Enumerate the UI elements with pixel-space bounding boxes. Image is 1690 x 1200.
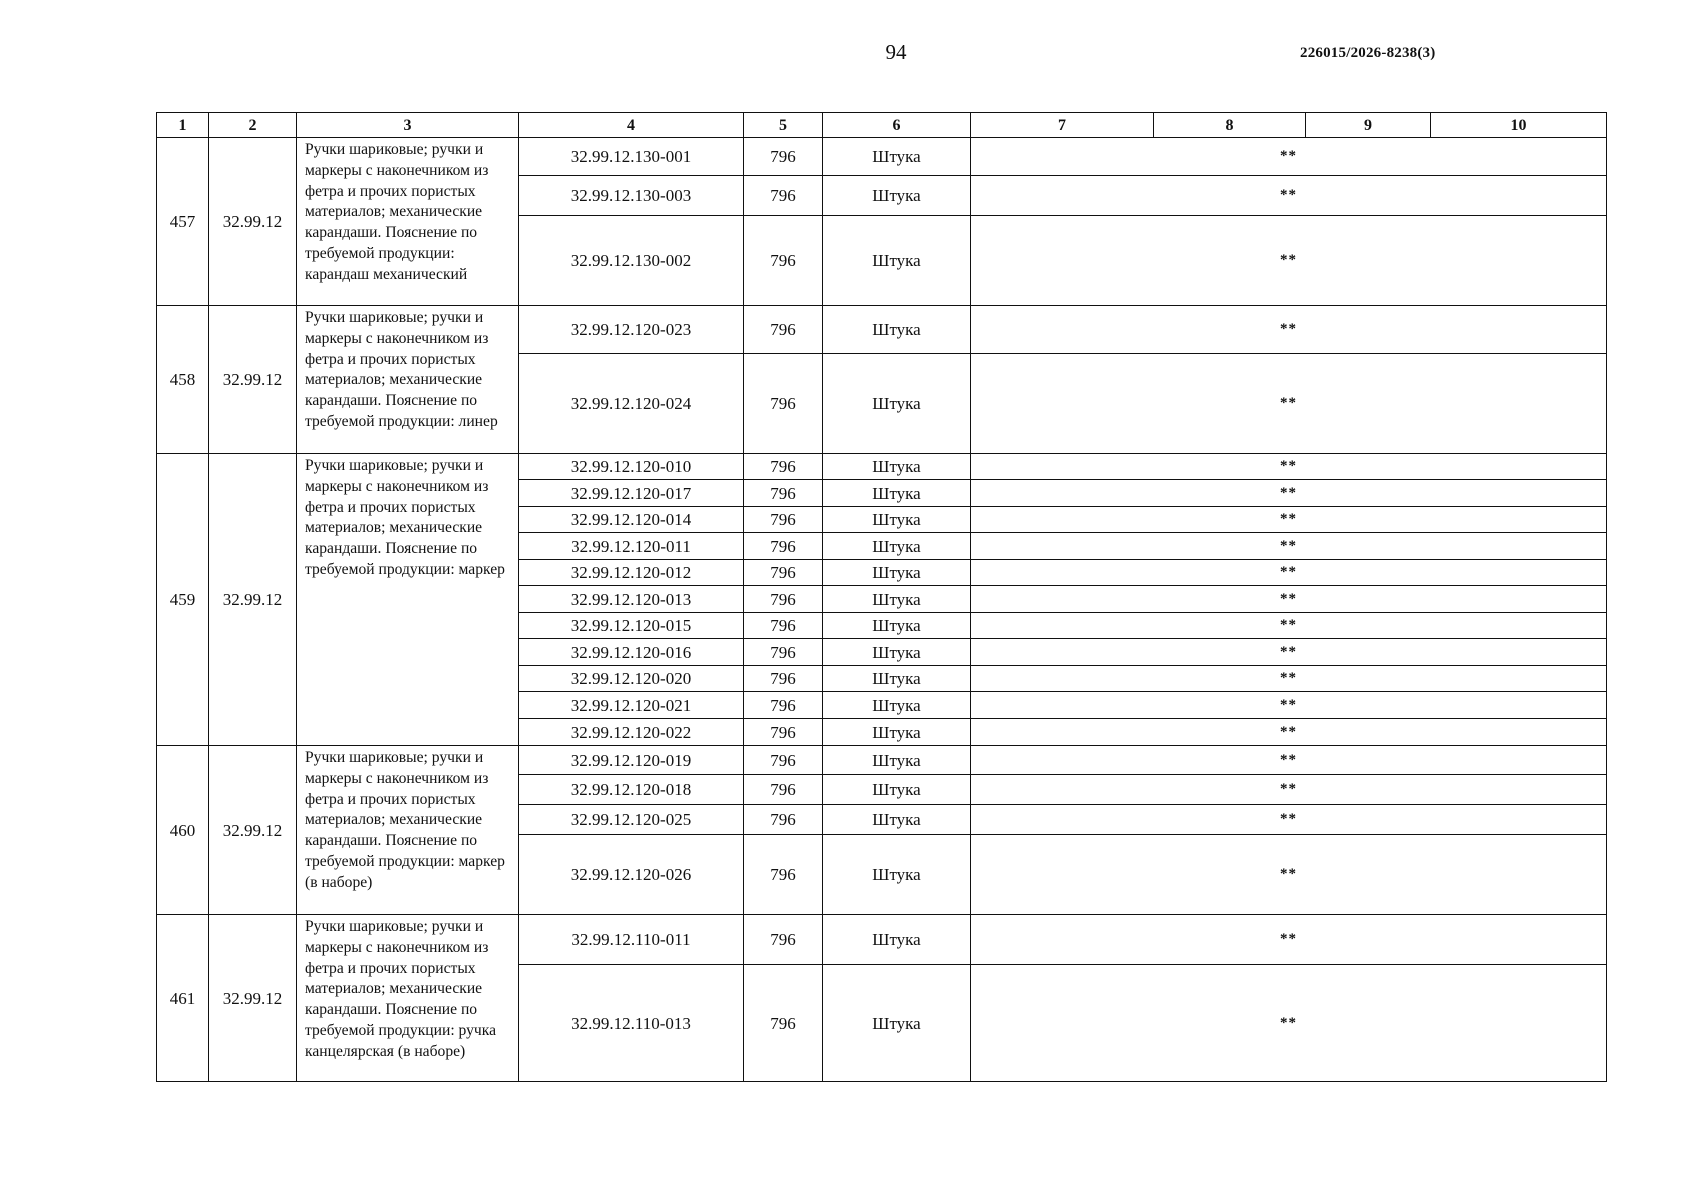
merged-value: ** [971,666,1607,692]
unit-code: 796 [744,805,823,835]
unit-code: 796 [744,613,823,639]
unit-code: 796 [744,138,823,176]
item-number: 457 [157,138,209,306]
unit-name: Штука [823,666,971,692]
item-description: Ручки шариковые; ручки и маркеры с наконечником из фетра и прочих пористых материалов; механические карандаши. Пояснение по требуемой продукции: маркер (в наборе) [297,746,519,915]
unit-name: Штука [823,507,971,533]
merged-value: ** [971,533,1607,560]
unit-name: Штука [823,560,971,586]
unit-code: 796 [744,560,823,586]
unit-code: 796 [744,507,823,533]
unit-name: Штука [823,176,971,216]
ktru-code: 32.99.12.110-011 [519,915,744,965]
merged-value: ** [971,692,1607,719]
item-number: 459 [157,454,209,746]
table-row [157,454,1607,480]
merged-value: ** [971,805,1607,835]
unit-name: Штука [823,915,971,965]
merged-value: ** [971,915,1607,965]
merged-value: ** [971,306,1607,354]
ktru-code: 32.99.12.120-014 [519,507,744,533]
ktru-code: 32.99.12.120-023 [519,306,744,354]
column-header-4: 4 [519,113,744,138]
unit-code: 796 [744,666,823,692]
unit-code: 796 [744,775,823,805]
ktru-code: 32.99.12.120-013 [519,586,744,613]
ktru-code: 32.99.12.120-021 [519,692,744,719]
column-header-9: 9 [1306,113,1431,138]
merged-value: ** [971,454,1607,480]
okpd2-code: 32.99.12 [209,746,297,915]
item-description: Ручки шариковые; ручки и маркеры с наконечником из фетра и прочих пористых материалов; механические карандаши. Пояснение по требуемой продукции: карандаш механический [297,138,519,306]
column-header-10: 10 [1431,113,1607,138]
unit-code: 796 [744,719,823,746]
unit-name: Штука [823,746,971,775]
unit-code: 796 [744,454,823,480]
unit-name: Штука [823,480,971,507]
merged-value: ** [971,639,1607,666]
ktru-code: 32.99.12.120-015 [519,613,744,639]
unit-name: Штука [823,639,971,666]
item-description: Ручки шариковые; ручки и маркеры с наконечником из фетра и прочих пористых материалов; механические карандаши. Пояснение по требуемой продукции: линер [297,306,519,454]
table-row [157,746,1607,775]
okpd2-code: 32.99.12 [209,138,297,306]
merged-value: ** [971,613,1607,639]
unit-code: 796 [744,639,823,666]
ktru-code: 32.99.12.110-013 [519,965,744,1082]
merged-value: ** [971,775,1607,805]
unit-name: Штука [823,835,971,915]
merged-value: ** [971,354,1607,454]
unit-name: Штука [823,533,971,560]
column-header-5: 5 [744,113,823,138]
item-number: 458 [157,306,209,454]
column-header-6: 6 [823,113,971,138]
table-body [157,138,1607,1082]
item-description: Ручки шариковые; ручки и маркеры с наконечником из фетра и прочих пористых материалов; механические карандаши. Пояснение по требуемой продукции: ручка канцелярская (в наборе) [297,915,519,1082]
okpd2-code: 32.99.12 [209,915,297,1082]
ktru-code: 32.99.12.120-025 [519,805,744,835]
item-number: 460 [157,746,209,915]
unit-name: Штука [823,216,971,306]
unit-name: Штука [823,454,971,480]
unit-name: Штука [823,692,971,719]
unit-code: 796 [744,586,823,613]
column-header-3: 3 [297,113,519,138]
unit-code: 796 [744,533,823,560]
ktru-code: 32.99.12.120-020 [519,666,744,692]
merged-value: ** [971,965,1607,1082]
ktru-code: 32.99.12.120-012 [519,560,744,586]
item-number: 461 [157,915,209,1082]
unit-code: 796 [744,746,823,775]
merged-value: ** [971,480,1607,507]
ktru-code: 32.99.12.120-010 [519,454,744,480]
document-code: 226015/2026-8238(3) [1300,45,1436,61]
unit-name: Штука [823,805,971,835]
ktru-code: 32.99.12.130-001 [519,138,744,176]
okpd2-code: 32.99.12 [209,454,297,746]
ktru-code: 32.99.12.120-026 [519,835,744,915]
merged-value: ** [971,719,1607,746]
unit-code: 796 [744,965,823,1082]
column-header-8: 8 [1154,113,1306,138]
unit-code: 796 [744,176,823,216]
column-header-7: 7 [971,113,1154,138]
ktru-code: 32.99.12.120-018 [519,775,744,805]
merged-value: ** [971,560,1607,586]
table-row [157,138,1607,176]
table-row [157,915,1607,965]
unit-code: 796 [744,915,823,965]
column-header-2: 2 [209,113,297,138]
merged-value: ** [971,138,1607,176]
column-header-1: 1 [157,113,209,138]
unit-name: Штука [823,306,971,354]
unit-name: Штука [823,138,971,176]
merged-value: ** [971,216,1607,306]
ktru-code: 32.99.12.130-003 [519,176,744,216]
table-row [157,306,1607,354]
unit-name: Штука [823,719,971,746]
merged-value: ** [971,586,1607,613]
unit-code: 796 [744,216,823,306]
column-number-row [157,113,1607,138]
unit-code: 796 [744,480,823,507]
unit-code: 796 [744,692,823,719]
ktru-code: 32.99.12.120-022 [519,719,744,746]
ktru-code: 32.99.12.120-017 [519,480,744,507]
ktru-code: 32.99.12.120-019 [519,746,744,775]
unit-name: Штука [823,586,971,613]
merged-value: ** [971,746,1607,775]
unit-code: 796 [744,835,823,915]
unit-name: Штука [823,775,971,805]
ktru-code: 32.99.12.120-011 [519,533,744,560]
unit-code: 796 [744,306,823,354]
register-table [156,112,1607,1082]
page-number: 94 [885,40,907,64]
okpd2-code: 32.99.12 [209,306,297,454]
unit-code: 796 [744,354,823,454]
ktru-code: 32.99.12.120-016 [519,639,744,666]
unit-name: Штука [823,354,971,454]
merged-value: ** [971,507,1607,533]
merged-value: ** [971,835,1607,915]
merged-value: ** [971,176,1607,216]
ktru-code: 32.99.12.120-024 [519,354,744,454]
unit-name: Штука [823,965,971,1082]
unit-name: Штука [823,613,971,639]
item-description: Ручки шариковые; ручки и маркеры с наконечником из фетра и прочих пористых материалов; механические карандаши. Пояснение по требуемой продукции: маркер [297,454,519,746]
ktru-code: 32.99.12.130-002 [519,216,744,306]
